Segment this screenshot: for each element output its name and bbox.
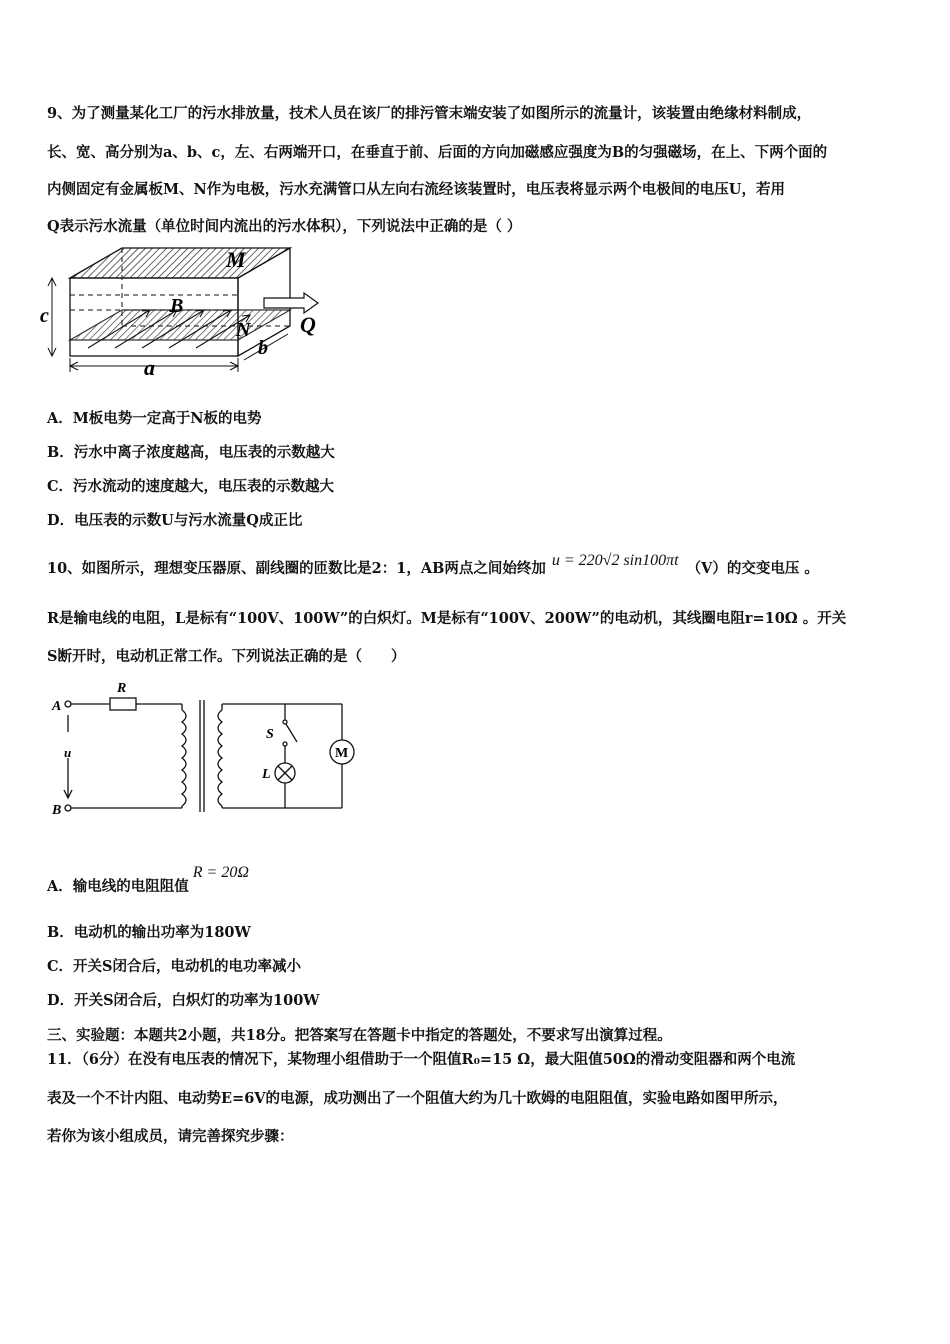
q10-option-c: C．开关S闭合后，电动机的电功率减小 bbox=[47, 958, 302, 975]
q11-line-1: 11．（6分）在没有电压表的情况下，某物理小组借助于一个阻值R₀=15 Ω，最大阻值50Ω的滑动变阻器和两个电流 bbox=[47, 1051, 796, 1068]
label-B: B bbox=[170, 295, 184, 317]
label-B-terminal: B bbox=[52, 803, 62, 818]
q11-line-2: 表及一个不计内阻、电动势E=6V的电源，成功测出了一个阻值大约为几十欧姆的电阻阻值，实验电路如图甲所示， bbox=[47, 1090, 788, 1107]
label-a: a bbox=[144, 355, 155, 380]
q10-option-a-text: A．输电线的电阻阻值 bbox=[47, 878, 189, 895]
q10-line-1-post: （V）的交变电压 。 bbox=[686, 560, 819, 577]
q10-option-a bbox=[47, 864, 249, 896]
label-L: L bbox=[262, 767, 271, 782]
q10-option-d: D．开关S闭合后，白炽灯的功率为100W bbox=[47, 992, 320, 1009]
q10-transformer-circuit bbox=[40, 680, 370, 820]
label-Q: Q bbox=[300, 312, 316, 337]
q9-option-a: A．M板电势一定高于N板的电势 bbox=[47, 410, 262, 427]
q9-option-b: B．污水中离子浓度越高，电压表的示数越大 bbox=[47, 444, 335, 461]
q9-line-2: 长、宽、高分别为a、b、c，左、右两端开口，在垂直于前、后面的方向加磁感应强度为B的匀强磁场，在上、下两个面的 bbox=[47, 144, 828, 161]
label-c: c bbox=[40, 305, 49, 327]
q9-flowmeter-figure bbox=[40, 240, 340, 380]
q10-voltage-formula: u = 220√2 sin100πt bbox=[551, 552, 679, 569]
q9-option-c: C．污水流动的速度越大，电压表的示数越大 bbox=[47, 478, 335, 495]
q9-option-d: D．电压表的示数U与污水流量Q成正比 bbox=[47, 512, 303, 529]
section3-heading: 三、实验题：本题共2小题，共18分。把答案写在答题卡中指定的答题处，不要求写出演算过程。 bbox=[47, 1027, 672, 1044]
q11-line-3: 若你为该小组成员，请完善探究步骤： bbox=[47, 1128, 294, 1145]
label-M: M bbox=[226, 247, 246, 272]
label-A: A bbox=[52, 699, 62, 714]
q9-line-1: 9、为了测量某化工厂的污水排放量，技术人员在该厂的排污管末端安装了如图所示的流量计，该装置由绝缘材料制成， bbox=[47, 105, 812, 122]
q10-line-2: R是输电线的电阻，L是标有“100V、100W”的白炽灯。M是标有“100V、200W”的电动机，其线圈电阻r=10Ω 。开关 bbox=[47, 610, 847, 627]
label-b: b bbox=[258, 337, 268, 359]
label-motor: M bbox=[335, 746, 349, 761]
label-S: S bbox=[266, 727, 274, 742]
q10-option-a-formula: R = 20Ω bbox=[192, 864, 249, 881]
q10-option-b: B．电动机的输出功率为180W bbox=[47, 924, 251, 941]
q10-line-1-pre: 10、如图所示，理想变压器原、副线圈的匝数比是2：1，AB两点之间始终加 bbox=[47, 560, 546, 577]
label-u: u bbox=[64, 745, 72, 760]
q10-line-3: S断开时，电动机正常工作。下列说法正确的是（ ） bbox=[47, 648, 406, 665]
label-R: R bbox=[117, 681, 127, 696]
q9-line-4: Q表示污水流量（单位时间内流出的污水体积），下列说法中正确的是（ ） bbox=[47, 218, 522, 235]
q10-line-1 bbox=[47, 552, 819, 578]
q9-line-3: 内侧固定有金属板M、N作为电极，污水充满管口从左向右流经该装置时，电压表将显示两个电极间的电压U，若用 bbox=[47, 181, 785, 198]
label-N: N bbox=[236, 319, 251, 341]
